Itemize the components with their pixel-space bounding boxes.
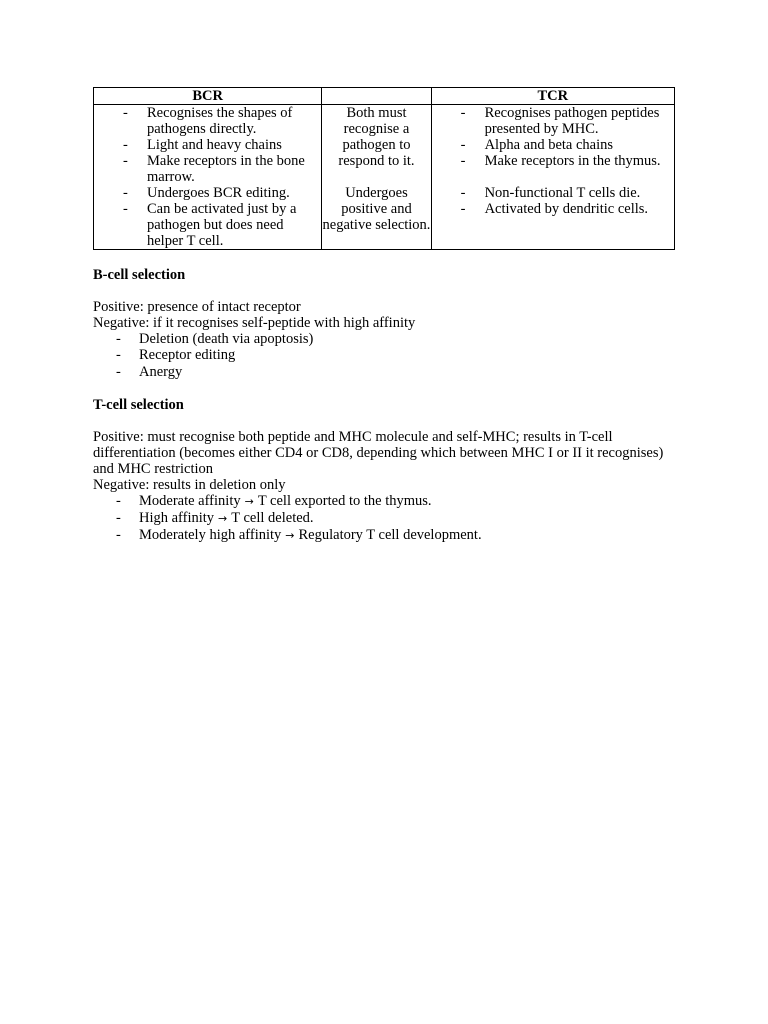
bcell-negative: Negative: if it recognises self-peptide with high affinity — [93, 315, 416, 331]
affinity-label: Moderate affinity — [139, 492, 241, 509]
list-item: - Can be activated just by a pathogen but does need helper T cell. — [94, 201, 321, 249]
list-item: - Make receptors in the thymus. — [432, 153, 674, 169]
list-item — [93, 510, 675, 527]
comparison-table — [93, 87, 675, 250]
header-bcr: BCR — [94, 88, 322, 105]
tcr-cell — [431, 105, 674, 250]
arrow-right-icon: → — [285, 529, 295, 543]
table-body-row — [94, 105, 675, 250]
affinity-outcome: T cell deleted. — [231, 510, 314, 527]
shared-cell — [322, 105, 431, 250]
list-item: - Alpha and beta chains — [432, 137, 674, 153]
bcr-list — [94, 105, 321, 249]
shared-text-recognise: Both must recognise a pathogen to respond to it. — [338, 105, 415, 169]
bcell-heading: B-cell selection — [93, 267, 186, 283]
bcell-negative-list — [93, 331, 675, 380]
list-item: - Light and heavy chains — [94, 137, 321, 153]
list-item: - Deletion (death via apoptosis) — [93, 331, 675, 347]
affinity-outcome: Regulatory T cell development. — [298, 527, 482, 544]
list-item: - Non-functional T cells die. — [432, 185, 674, 201]
document-page — [93, 87, 675, 545]
header-middle — [322, 88, 431, 105]
affinity-label: High affinity — [139, 510, 215, 527]
tcell-positive: Positive: must recognise both peptide and MHC molecule and self-MHC; results in T-cell differentiation (becomes either CD4 or CD8, depending which between MHC I or II it recognises) and MHC restriction — [93, 428, 664, 477]
tcell-heading: T-cell selection — [93, 396, 184, 413]
shared-text-selection: Undergoes positive and negative selection. — [322, 185, 431, 233]
list-item: - Recognises pathogen peptides presented by MHC. — [432, 105, 674, 137]
bcell-positive: Positive: presence of intact receptor — [93, 299, 301, 315]
list-item — [93, 527, 675, 544]
tcell-negative: Negative: results in deletion only — [93, 476, 286, 493]
list-item: - Anergy — [93, 364, 675, 380]
list-item: - Make receptors in the bone marrow. — [94, 153, 321, 185]
list-item: - Receptor editing — [93, 347, 675, 363]
list-item — [93, 493, 675, 510]
list-item: - Undergoes BCR editing. — [94, 185, 321, 201]
arrow-right-icon: → — [244, 494, 254, 508]
bcr-cell — [94, 105, 322, 250]
arrow-right-icon: → — [218, 512, 228, 526]
header-tcr: TCR — [431, 88, 674, 105]
list-item: - Activated by dendritic cells. — [432, 201, 674, 217]
tcr-list — [432, 105, 674, 217]
tcell-negative-list — [93, 493, 675, 545]
table-header-row — [94, 88, 675, 105]
affinity-label: Moderately high affinity — [139, 527, 282, 544]
list-item: - Recognises the shapes of pathogens directly. — [94, 105, 321, 137]
affinity-outcome: T cell exported to the thymus. — [257, 492, 432, 509]
